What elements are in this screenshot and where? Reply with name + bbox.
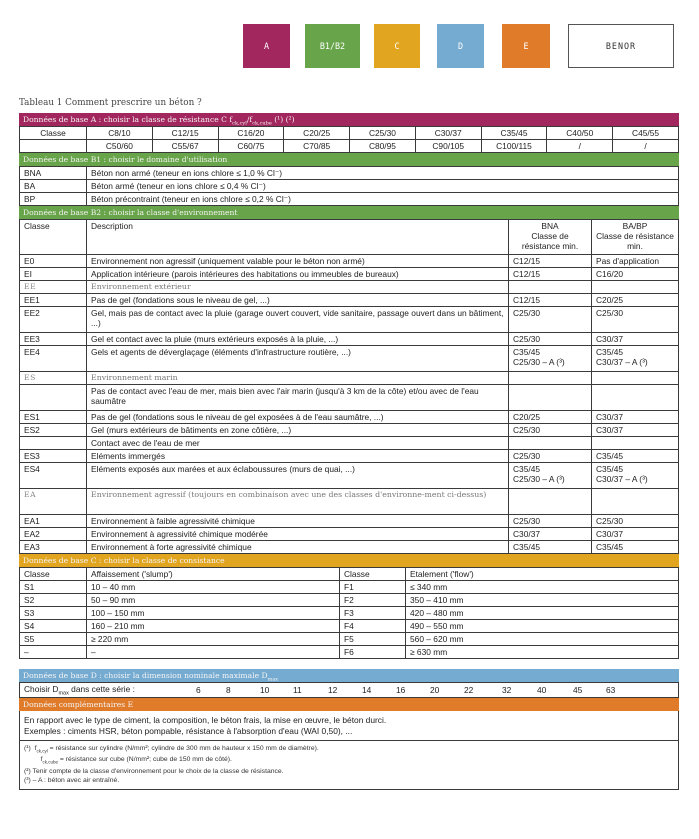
tab-c[interactable]: C xyxy=(374,24,420,68)
table-row xyxy=(20,607,679,620)
cell: Eléments exposés aux marées et aux éclaboussures (murs de quai, ...) xyxy=(87,463,509,489)
table-row xyxy=(20,424,679,437)
section-c-header: Données de base C : choisir la classe de consistance xyxy=(19,554,679,567)
cell: C70/85 xyxy=(284,140,350,153)
table-row xyxy=(20,193,679,206)
table-row xyxy=(20,528,679,541)
table-row xyxy=(20,411,679,424)
cell: C30/37 xyxy=(509,528,592,541)
cell: F5 xyxy=(340,633,406,646)
cell: C25/30 xyxy=(509,307,592,333)
cell: 490 – 550 mm xyxy=(406,620,679,633)
col-header-ba-bp: BA/BP Classe de résistance min. xyxy=(592,220,679,255)
cell: C20/25 xyxy=(509,411,592,424)
cell: Béton non armé (teneur en ions chlore ≤ 1,0 % Cl⁻) xyxy=(87,167,679,180)
tab-benor[interactable]: BENOR xyxy=(568,24,674,68)
cell: 50 – 90 mm xyxy=(87,594,340,607)
table-row xyxy=(20,541,679,554)
col-header-bna: BNA Classe de résistance min. xyxy=(509,220,592,255)
dmax-value: 22 xyxy=(464,685,474,695)
cell: C80/95 xyxy=(350,140,416,153)
tab-e[interactable]: E xyxy=(502,24,550,68)
cell: C12/15 xyxy=(509,268,592,281)
section-b2-header: Données de base B2 : choisir la classe d'environnement xyxy=(19,206,679,219)
cell: C35/45 C25/30 – A (³) xyxy=(509,463,592,489)
table-row xyxy=(20,268,679,281)
cell: / xyxy=(613,140,679,153)
dmax-value: 11 xyxy=(293,685,302,695)
cell: EE xyxy=(20,281,87,294)
cell: S5 xyxy=(20,633,87,646)
table-row xyxy=(20,372,679,385)
cell: Pas d'application xyxy=(592,255,679,268)
cell: C40/50 xyxy=(547,127,613,140)
table-header-row xyxy=(20,568,679,581)
cell: C25/30 xyxy=(509,515,592,528)
table-row xyxy=(20,307,679,333)
cell: Environnement non agressif (uniquement valable pour le béton non armé) xyxy=(87,255,509,268)
table-row xyxy=(20,581,679,594)
cell: E0 xyxy=(20,255,87,268)
cell: EA xyxy=(20,489,87,515)
cell: Environnement à agressivité chimique modérée xyxy=(87,528,509,541)
cell: F4 xyxy=(340,620,406,633)
cell: C20/25 xyxy=(592,294,679,307)
dmax-value: 45 xyxy=(573,685,583,695)
col-header: Classe xyxy=(20,568,87,581)
table-row xyxy=(20,255,679,268)
cell: C35/45 C30/37 – A (³) xyxy=(592,463,679,489)
cell: BA xyxy=(20,180,87,193)
cell: ES3 xyxy=(20,450,87,463)
cell: EE3 xyxy=(20,333,87,346)
cell: C30/37 xyxy=(592,411,679,424)
cell: C55/67 xyxy=(152,140,218,153)
cell: C100/115 xyxy=(481,140,547,153)
cell: C35/45 xyxy=(509,541,592,554)
footnote-1b: $f_{ck,cube}$ = résistance sur cube (N/mm²; cube de 150 mm de côté). xyxy=(40,756,232,765)
strength-row-1 xyxy=(20,127,679,140)
cell: F1 xyxy=(340,581,406,594)
cell: C60/75 xyxy=(218,140,284,153)
cell: C25/30 xyxy=(509,450,592,463)
cell xyxy=(592,385,679,411)
cell: ES4 xyxy=(20,463,87,489)
cell: C35/45 xyxy=(481,127,547,140)
cell: S2 xyxy=(20,594,87,607)
cell: Gel et contact avec la pluie (murs extérieurs exposés à la pluie, ...) xyxy=(87,333,509,346)
cell xyxy=(592,372,679,385)
cell: Gels et agents de déverglaçage (éléments d'infrastructure routière, ...) xyxy=(87,346,509,372)
footnote-3: (³) – A : béton avec air entraîné. xyxy=(24,776,120,784)
cell: C90/105 xyxy=(415,140,481,153)
cell: ≥ 220 mm xyxy=(87,633,340,646)
dmax-value: 12 xyxy=(328,685,338,695)
cell: ES1 xyxy=(20,411,87,424)
cell: Classe xyxy=(20,127,87,140)
cell: C25/30 xyxy=(509,424,592,437)
cell: C12/15 xyxy=(509,294,592,307)
cell: Environnement à faible agressivité chimique xyxy=(87,515,509,528)
cell: ≥ 630 mm xyxy=(406,646,679,659)
cell: Gel (murs extérieurs de bâtiments en zone côtière, ...) xyxy=(87,424,509,437)
additional-data-examples: Exemples : ciments HSR, béton pompable, résistance à l'absorption d'eau (WAI 0,50), ... xyxy=(24,726,353,736)
cell: / xyxy=(547,140,613,153)
col-header-description: Description xyxy=(87,220,509,255)
col-header: Affaissement ('slump') xyxy=(87,568,340,581)
cell: EE4 xyxy=(20,346,87,372)
footnote-2: (²) Tenir compte de la classe d'environnement pour le choix de la classe de résistance. xyxy=(24,767,284,775)
cell: S1 xyxy=(20,581,87,594)
cell: Environnement agressif (toujours en combinaison avec une des classes d'environne-ment ci-dessus) xyxy=(87,489,509,515)
footnotes xyxy=(19,741,679,790)
cell xyxy=(592,281,679,294)
table-row xyxy=(20,594,679,607)
tab-d[interactable]: D xyxy=(437,24,484,68)
dmax-value: 40 xyxy=(537,685,547,695)
table-row xyxy=(20,489,679,515)
cell: C50/60 xyxy=(87,140,153,153)
cell: S3 xyxy=(20,607,87,620)
cell: Pas de contact avec l'eau de mer, mais bien avec l'air marin (jusqu'à 3 km de la côte) et/ou avec de l'eau saumâtre xyxy=(87,385,509,411)
table-header-row xyxy=(20,220,679,255)
cell: – xyxy=(87,646,340,659)
cell xyxy=(592,489,679,515)
cell: C20/25 xyxy=(284,127,350,140)
cell: 350 – 410 mm xyxy=(406,594,679,607)
cell: EA3 xyxy=(20,541,87,554)
col-header: Classe xyxy=(340,568,406,581)
cell: BP xyxy=(20,193,87,206)
cell: Application intérieure (parois intérieures des habitations ou immeubles de bureaux) xyxy=(87,268,509,281)
cell: 560 – 620 mm xyxy=(406,633,679,646)
table-row xyxy=(20,180,679,193)
col-header-classe: Classe xyxy=(20,220,87,255)
table-row xyxy=(20,281,679,294)
cell: 160 – 210 mm xyxy=(87,620,340,633)
dmax-value: 14 xyxy=(362,685,372,695)
cell: Béton armé (teneur en ions chlore ≤ 0,4 % Cl⁻) xyxy=(87,180,679,193)
consistency-class-table xyxy=(19,567,679,659)
tab-a[interactable]: A xyxy=(243,24,290,68)
aggregate-size-row xyxy=(19,682,679,698)
cell: C30/37 xyxy=(592,424,679,437)
table-row xyxy=(20,515,679,528)
cell: F2 xyxy=(340,594,406,607)
cell xyxy=(509,281,592,294)
table-row xyxy=(20,620,679,633)
usage-domain-table xyxy=(19,166,679,206)
dmax-value: 63 xyxy=(606,685,616,695)
strength-row-2 xyxy=(20,140,679,153)
cell: C16/20 xyxy=(592,268,679,281)
cell: C35/45 C25/30 – A (³) xyxy=(509,346,592,372)
dmax-value: 6 xyxy=(196,685,201,695)
cell: C35/45 C30/37 – A (³) xyxy=(592,346,679,372)
section-e-header: Données complémentaires E xyxy=(19,698,679,711)
cell: Environnement marin xyxy=(87,372,509,385)
additional-data-line: En rapport avec le type de ciment, la composition, le béton frais, la mise en œuvre, le béton durci. xyxy=(24,715,387,725)
cell: ≤ 340 mm xyxy=(406,581,679,594)
aggregate-size-label: Choisir $D_{max}$ dans cette série : xyxy=(24,683,135,697)
cell: EE1 xyxy=(20,294,87,307)
cell: 10 – 40 mm xyxy=(87,581,340,594)
cell: Environnement à forte agressivité chimique xyxy=(87,541,509,554)
table-row xyxy=(20,450,679,463)
table-row xyxy=(20,463,679,489)
table-row xyxy=(20,294,679,307)
cell: 420 – 480 mm xyxy=(406,607,679,620)
cell: C30/37 xyxy=(415,127,481,140)
cell: Pas de gel (fondations sous le niveau de gel, ...) xyxy=(87,294,509,307)
cell: Contact avec de l'eau de mer xyxy=(87,437,509,450)
cell: ES2 xyxy=(20,424,87,437)
cell: C8/10 xyxy=(87,127,153,140)
cell: C25/30 xyxy=(592,307,679,333)
cell: BNA xyxy=(20,167,87,180)
cell: C12/15 xyxy=(509,255,592,268)
cell xyxy=(20,437,87,450)
cell: EA1 xyxy=(20,515,87,528)
cell xyxy=(509,489,592,515)
dmax-value: 8 xyxy=(226,685,231,695)
cell: EA2 xyxy=(20,528,87,541)
dmax-value: 16 xyxy=(396,685,406,695)
table-row xyxy=(20,167,679,180)
cell xyxy=(509,372,592,385)
cell xyxy=(592,437,679,450)
cell: – xyxy=(20,646,87,659)
table-row xyxy=(20,385,679,411)
additional-data-box xyxy=(19,711,679,741)
cell: C12/15 xyxy=(152,127,218,140)
cell: C25/30 xyxy=(350,127,416,140)
cell: Pas de gel (fondations sous le niveau de gel exposées à de l'eau saumâtre, ...) xyxy=(87,411,509,424)
cell: C35/45 xyxy=(592,541,679,554)
section-d-header: Données de base D : choisir la dimension nominale maximale $D_{max}$ xyxy=(19,669,679,682)
cell: C25/30 xyxy=(592,515,679,528)
table-row xyxy=(20,437,679,450)
section-b1-header: Données de base B1 : choisir le domaine d'utilisation xyxy=(19,153,679,166)
environment-class-table xyxy=(19,219,679,554)
dmax-value: 32 xyxy=(502,685,512,695)
cell: EE2 xyxy=(20,307,87,333)
cell: Eléments immergés xyxy=(87,450,509,463)
cell xyxy=(509,437,592,450)
cell xyxy=(509,385,592,411)
cell: EI xyxy=(20,268,87,281)
cell: C25/30 xyxy=(509,333,592,346)
cell: F3 xyxy=(340,607,406,620)
table-caption: Tableau 1 Comment prescrire un béton ? xyxy=(19,98,202,108)
table-row xyxy=(20,646,679,659)
dmax-value: 10 xyxy=(260,685,270,695)
cell: C30/37 xyxy=(592,333,679,346)
table-row xyxy=(20,633,679,646)
cell: Béton précontraint (teneur en ions chlore ≤ 0,2 % Cl⁻) xyxy=(87,193,679,206)
cell: 100 – 150 mm xyxy=(87,607,340,620)
cell xyxy=(20,140,87,153)
specification-table xyxy=(19,113,679,790)
strength-class-table xyxy=(19,126,679,153)
cell: ES xyxy=(20,372,87,385)
cell: C35/45 xyxy=(592,450,679,463)
tab-b1-b2[interactable]: B1/B2 xyxy=(305,24,360,68)
col-header: Etalement ('flow') xyxy=(406,568,679,581)
cell: C45/55 xyxy=(613,127,679,140)
cell: C16/20 xyxy=(218,127,284,140)
table-row xyxy=(20,333,679,346)
section-a-header: Données de base A : choisir la classe de résistance C $f_{ck,cyl}/f_{ck,cube}$ (¹) (²) xyxy=(19,113,679,126)
cell xyxy=(20,385,87,411)
cell: F6 xyxy=(340,646,406,659)
cell: Environnement extérieur xyxy=(87,281,509,294)
cell: Gel, mais pas de contact avec la pluie (garage ouvert couvert, vide sanitaire, passage ouvert dans un bâtiment, ...) xyxy=(87,307,509,333)
footnote-1a: (¹) $f_{ck,cyl}$ = résistance sur cylindre (N/mm²; cylindre de 300 mm de hauteur x 150 mm de diamètre). xyxy=(24,745,319,754)
table-row xyxy=(20,346,679,372)
cell: C30/37 xyxy=(592,528,679,541)
dmax-value: 20 xyxy=(430,685,440,695)
cell: S4 xyxy=(20,620,87,633)
